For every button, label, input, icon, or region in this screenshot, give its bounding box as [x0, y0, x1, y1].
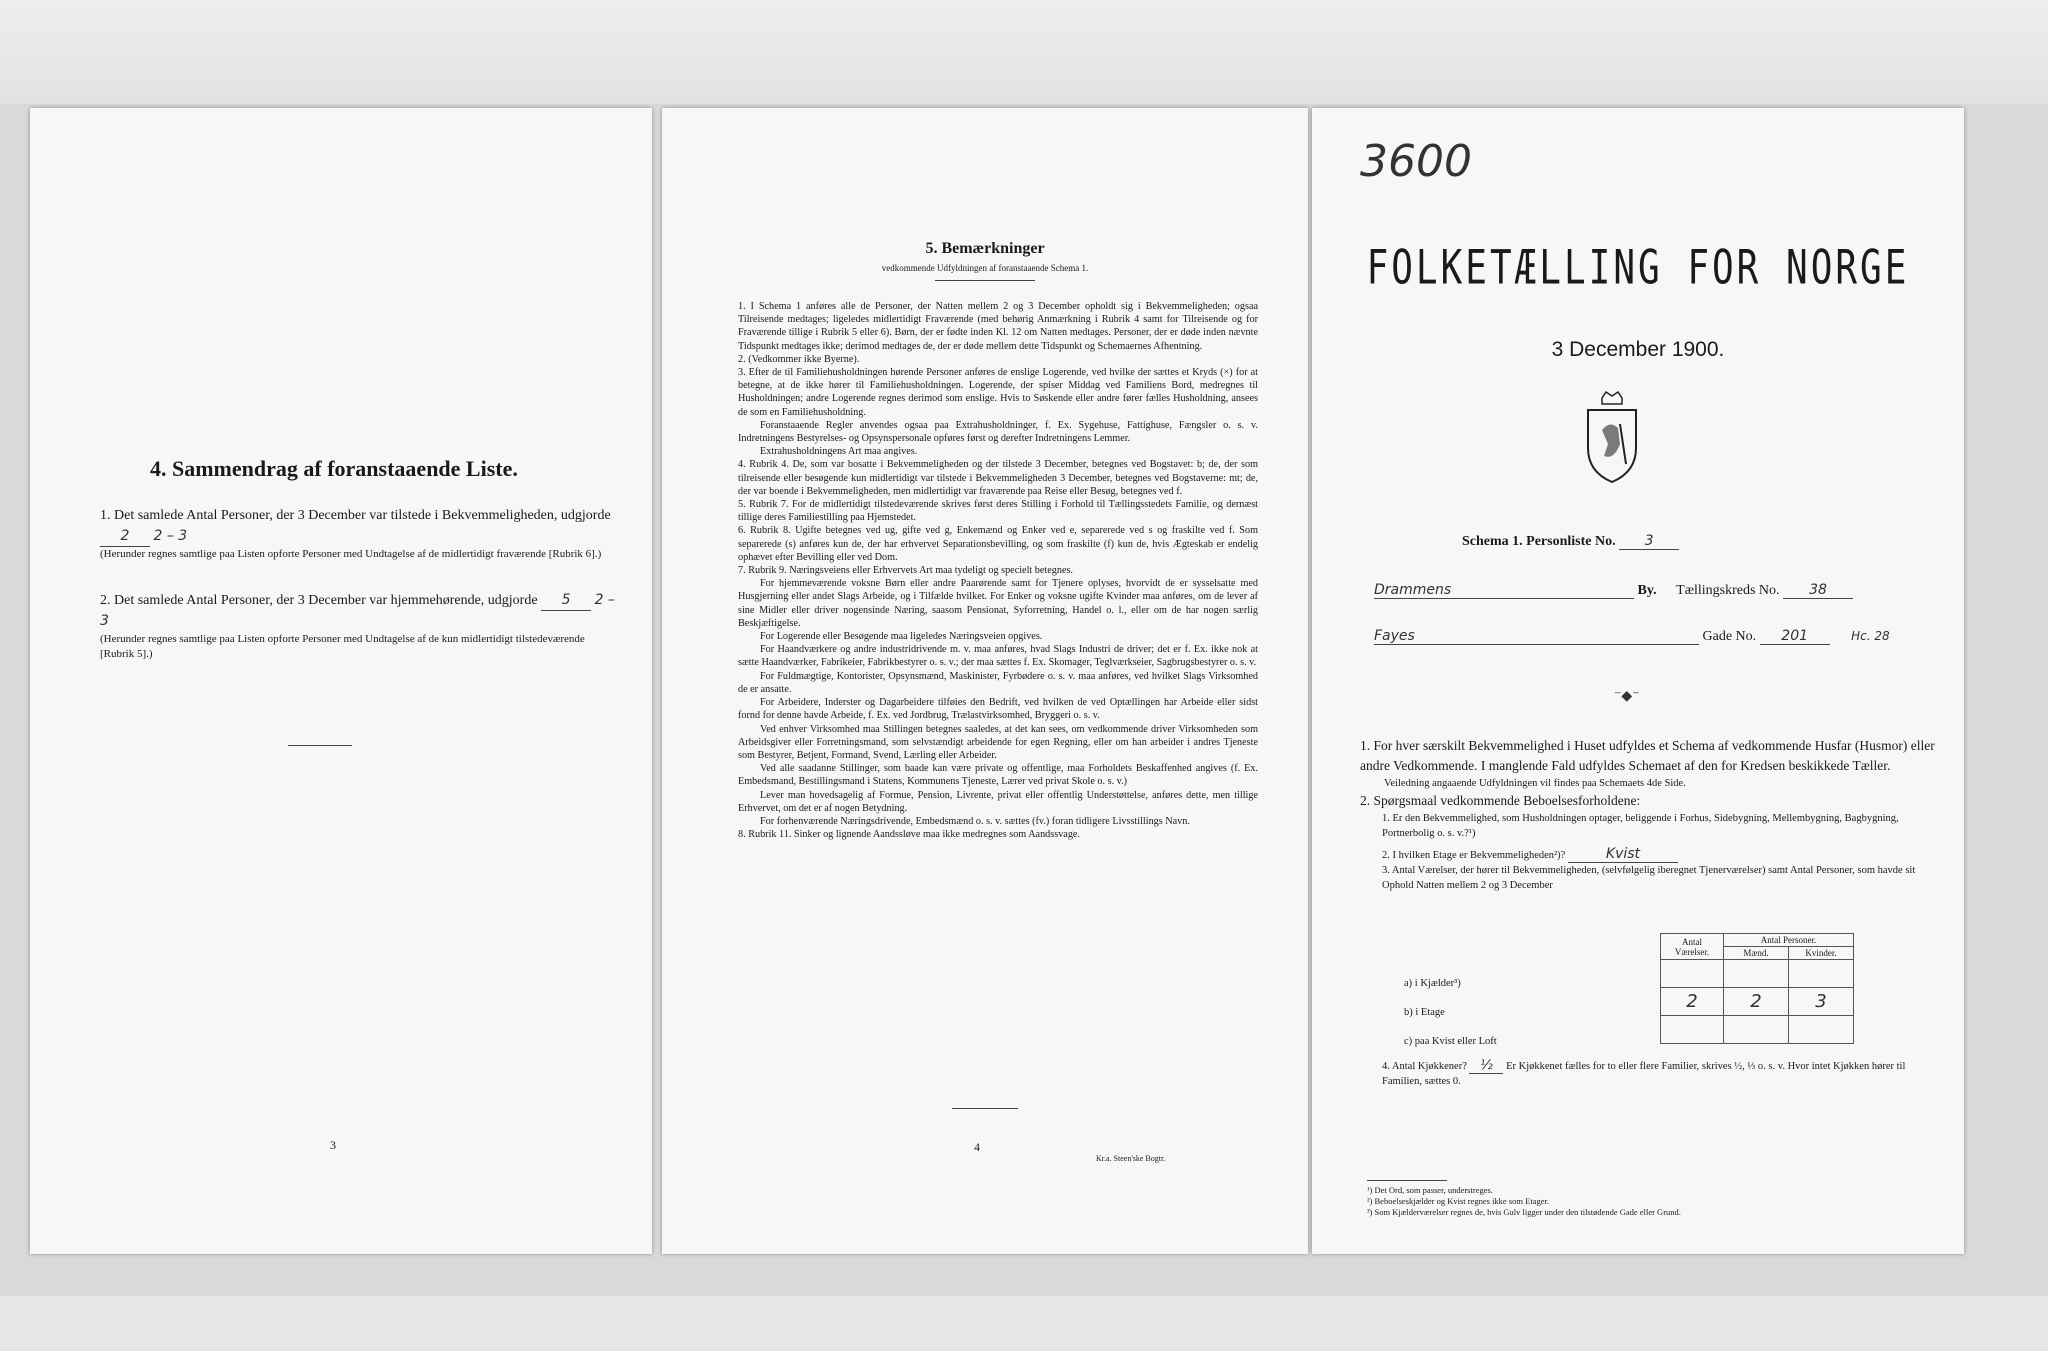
section-subtitle: vedkommende Udfyldningen af foranstaaende Schema 1.	[881, 263, 1089, 273]
question-2-answer: Kvist	[1568, 847, 1678, 863]
question-4-answer: ½	[1469, 1058, 1503, 1074]
remark-paragraph: 5. Rubrik 7. For de midlertidigt tilstedeværende skrives først deres Stilling i Forhold til Tællingsstedets Familie, og dernæst tillige deres Familiestilling paa Hjemstedet.	[738, 499, 1258, 524]
divider	[952, 1108, 1018, 1109]
instruction-1: 1. For hver særskilt Bekvemmelighed i Huset udfyldes et Schema af vedkommende Husfar (Husmor) eller andre Vedkommende. I manglende Fald udfyldes Schemaet af den for Kredsen beskikkede Tæller.	[1360, 738, 1935, 773]
cell-men	[1724, 1016, 1789, 1044]
remark-paragraph: 4. Rubrik 4. De, som var bosatte i Bekvemmeligheden og der tilstede 3 December, betegnes ved Bogstavet: b; de, der som tilreisende eller besøgende kun midlertidigt var tilstede i Bekvemmeligheden 3 December, betegnes ved Bogstaverne: mt; de, der var boende i Bekvemmeligheden, men midlertidigt var fraværende paa Reise eller Besøg, betegnes ved f.	[738, 459, 1258, 497]
question-2	[1360, 847, 1940, 863]
remark-paragraph: 8. Rubrik 11. Sinker og lignende Aandssløve maa ikke medregnes som Aandssvage.	[738, 829, 1080, 841]
item-extra: 2 – 3	[100, 592, 615, 629]
section-title: 5. Bemærkninger	[925, 240, 1045, 257]
remark-paragraph: For Fuldmægtige, Kontorister, Opsynsmænd, Maskinister, Fyrbødere o. s. v. maa anføres, ved hvilket Slags Virksomhed de er ansatte.	[738, 670, 1258, 695]
form-instructions	[1360, 736, 1940, 893]
street-number: 201	[1760, 628, 1830, 645]
row-label: b) i Etage	[1404, 1007, 1445, 1018]
remark-paragraph: For Arbeidere, Inderster og Dagarbeidere tilføies den Bedrift, ved hvilken de ved Optællingen har Arbeide eller sidst fornd for denne havde Arbeide, f. Ex. ved Jordbrug, Trælastvirksomhed, Bryggeri o. s. v.	[738, 697, 1258, 722]
remark-paragraph: For Logerende eller Besøgende maa ligeledes Næringsveien opgives.	[760, 631, 1043, 643]
item-value: 5	[541, 590, 591, 611]
remark-paragraph: 3. Efter de til Familiehusholdningen hørende Personer anføres de enslige Logerende, ved hvilke der sættes et Kryds (×) for at betegne, at de ikke hører til Familiehusholdningen. Logerende, der spiser Middag ved Familiens Bord, medregnes til Husholdningen; andre Logerende regnes derimod som enslige. Hvis to Søskende eller andre fører fælles Husholdning, ansees de som en Familiehusholdning.	[738, 367, 1258, 418]
question-4	[1382, 1058, 1927, 1089]
city-line	[1374, 582, 1853, 599]
district-number: 38	[1783, 582, 1853, 599]
cell-rooms	[1661, 960, 1724, 988]
cell-men: 2	[1724, 988, 1789, 1016]
coat-of-arms-icon	[1580, 390, 1644, 486]
remark-paragraph: Lever man hovedsagelig af Formue, Pension, Livrente, privat eller offentlig Understøttelse, anføres dette, men tillige Erhvervet, om det er af nogen Betydning.	[738, 789, 1258, 814]
street-label: Gade No.	[1702, 629, 1757, 644]
row-label: c) paa Kvist eller Loft	[1404, 1036, 1497, 1047]
remark-paragraph: For Haandværkere og andre industridrivende m. v. maa anføres, hvad Slags Industri de driver; det er f. Ex. ikke nok at sætte Haandværker, Fabrikeier, Fabrikbestyrer o. s. v.; der maa sættes f. Ex. Skomager, Teglværkseier, Sagbrugsbestyrer o. s. v.	[738, 644, 1258, 669]
item-text: 2. Det samlede Antal Personer, der 3 December var hjemmehørende, udgjorde	[100, 593, 538, 608]
instruction-2: 2. Spørgsmaal vedkommende Beboelsesforholdene:	[1360, 793, 1641, 808]
footnote-3: ³) Som Kjælderværelser regnes de, hvis Gulv ligger under den tilstødende Gade eller Grund.	[1367, 1207, 1681, 1217]
question-1: 1. Er den Bekvemmelighed, som Husholdningen optager, beliggende i Forhus, Sidebygning, Mellembygning, Bagbygning, Portnerbolig o. s. v.?¹)	[1382, 813, 1899, 839]
cell-rooms	[1661, 1016, 1724, 1044]
cell-men	[1724, 960, 1789, 988]
scan-background-top	[0, 0, 2048, 104]
item-note: (Herunder regnes samtlige paa Listen opforte Personer med Undtagelse af de kun midlertidigt tilstedeværende [Rubrik 5].)	[100, 633, 585, 660]
remark-paragraph: For hjemmeværende voksne Børn eller andre Paarørende samt for Tjenere oplyses, hvorvidt de er sysselsatte med Husgjerning eller andet Slags Arbeide, og i Tilfælde hvilket. For Enker og voksne ugifte Kvinder maa anføres, om de lever af sine Midler eller driver nogensinde Næring, saasom Pensionat, Syforretning, Handel o. l., eller om de har nogen særlig Beskjæftigelse.	[738, 578, 1258, 629]
remark-paragraph: For forhenværende Næringsdrivende, Embedsmænd o. s. v. sættes (fv.) foran tidligere Livsstillings Navn.	[760, 815, 1190, 827]
street-value: Fayes	[1374, 628, 1699, 645]
form-date: 3 December 1900.	[1551, 338, 1725, 361]
footnote-1: ¹) Det Ord, som passer, understreges.	[1367, 1185, 1493, 1195]
handwritten-number: 3600	[1360, 136, 1472, 187]
item-text: 1. Det samlede Antal Personer, der 3 December var tilstede i Bekvemmeligheden, udgjorde	[100, 508, 611, 523]
item-value: 2	[100, 526, 150, 547]
remark-paragraph: 2. (Vedkommer ikke Byerne).	[738, 353, 860, 365]
instruction-1-sub: Veiledning angaaende Udfyldningen vil findes paa Schemaets 4de Side.	[1384, 778, 1686, 789]
cell-women	[1789, 1016, 1854, 1044]
section-title: 4. Sammendrag af foranstaaende Liste.	[150, 456, 518, 481]
page-remarks	[662, 108, 1308, 1254]
question-2-text: 2. I hvilken Etage er Bekvemmeligheden²)?	[1382, 850, 1566, 861]
header-men: Mænd.	[1724, 947, 1789, 960]
row-label: a) i Kjælder³)	[1404, 978, 1461, 989]
footnote-divider	[1367, 1180, 1447, 1181]
cell-women: 3	[1789, 988, 1854, 1016]
rooms-persons-table	[1660, 933, 1854, 1044]
remark-paragraph: Ved alle saadanne Stillinger, som baade kan være private og offentlige, maa Forholdets Beskaffenhed angives (f. Ex. Embedsmand, Bestillingsmand i Statens, Kommunens Tjeneste, Lærer ved privat Skole o. s. v.)	[738, 763, 1258, 788]
schema-label: Schema 1. Personliste No.	[1462, 534, 1616, 549]
remark-paragraph: 7. Rubrik 9. Næringsveiens eller Erhvervets Art maa tydeligt og specielt betegnes.	[738, 565, 1073, 577]
remark-paragraph: Foranstaaende Regler anvendes ogsaa paa Extrahusholdninger, f. Ex. Sygehuse, Fattighuse, Fængsler o. s. v. Indretningens Bestyrelses- og Opsynspersonale opføres først og derefter Indretningens Lemmer.	[738, 419, 1258, 445]
question-4-rest: Er Kjøkkenet fælles for to eller flere Familier, skrives ½, ⅓ o. s. v. Hvor intet Kjøkken hører til Familien, sættes 0.	[1382, 1061, 1906, 1087]
page-number: 3	[330, 1138, 336, 1152]
remarks-body	[738, 300, 1258, 841]
summary-item-2	[100, 590, 620, 662]
remark-paragraph: 1. I Schema 1 anføres alle de Personer, der Natten mellem 2 og 3 December opholdt sig i Bekvemmeligheden; ogsaa Tilreisende medtages; ligeledes midlertidigt Fraværende (med behørig Anmærkning i Rubrik 4 samt for Tilreisende og for Fraværende tillige i Rubrik 5 eller 6). Børn, der er fødte inden Kl. 12 om Natten medtages. Personer, der er døde inden nævnte Tidspunkt medtages ikke; derimod medtages de, der er døde mellem dette Tidspunkt og Schemaernes Afhentning.	[738, 301, 1258, 352]
district-label: Tællingskreds No.	[1676, 583, 1780, 598]
cell-women	[1789, 960, 1854, 988]
item-extra: 2 – 3	[153, 528, 188, 544]
schema-number: 3	[1619, 533, 1679, 550]
footnote-2: ²) Beboelseskjælder og Kvist regnes ikke som Etager.	[1367, 1196, 1549, 1206]
header-persons: Antal Personer.	[1724, 934, 1854, 947]
ornament-icon: ⁻◆⁻	[1614, 688, 1640, 704]
remark-paragraph: 6. Rubrik 8. Ugifte betegnes ved ug, gifte ved g, Enkemænd og Enker ved e, separerede ved s og fraskilte ved f. Som separerede (s) anføres kun de, der har erhvervet Separationsbevilling, og som fraskilte (f) kun de, hvis Ægteskab er endelig ophævet efter Bevilling eller ved Dom.	[738, 525, 1258, 563]
item-note: (Herunder regnes samtlige paa Listen opforte Personer med Undtagelse af de midlertidigt fraværende [Rubrik 6].)	[100, 548, 602, 560]
page-summary	[30, 108, 652, 1254]
summary-item-1	[100, 506, 620, 562]
page-form-cover	[1312, 108, 1964, 1254]
divider	[288, 745, 352, 746]
printer-imprint: Kr.a. Steen'ske Bogtr.	[1096, 1154, 1166, 1163]
city-value: Drammens	[1374, 582, 1634, 599]
remark-paragraph: Ved enhver Virksomhed maa Stillingen betegnes saaledes, at det kan sees, om vedkommende driver Virksomheden som Arbeidsgiver eller Forretningsmand, som selvstændigt arbeidende for egen Regning, eller om han arbeider i andres Tjeneste som Bestyrer, Betjent, Formand, Svend, Lærling eller Arbeider.	[738, 723, 1258, 761]
schema-line	[1462, 533, 1679, 550]
divider	[935, 280, 1035, 281]
city-label: By.	[1637, 583, 1657, 598]
question-4-text: 4. Antal Kjøkkener?	[1382, 1061, 1467, 1072]
street-line	[1374, 628, 1890, 645]
scan-background-bottom	[0, 1296, 2048, 1351]
page-number: 4	[974, 1140, 980, 1154]
question-3: 3. Antal Værelser, der hører til Bekvemmeligheden, (selvfølgelig iberegnet Tjenerværelser) samt Antal Personer, som havde sit Ophold Natten mellem 2 og 3 December	[1382, 865, 1916, 891]
header-rooms: Antal Værelser.	[1661, 934, 1724, 960]
form-title: FOLKETÆLLING FOR NORGE	[1366, 241, 1910, 296]
remark-paragraph: Extrahusholdningens Art maa angives.	[760, 446, 918, 458]
cell-rooms: 2	[1661, 988, 1724, 1016]
header-women: Kvinder.	[1789, 947, 1854, 960]
footnotes	[1367, 1185, 1927, 1218]
margin-note: Hc. 28	[1851, 629, 1890, 643]
